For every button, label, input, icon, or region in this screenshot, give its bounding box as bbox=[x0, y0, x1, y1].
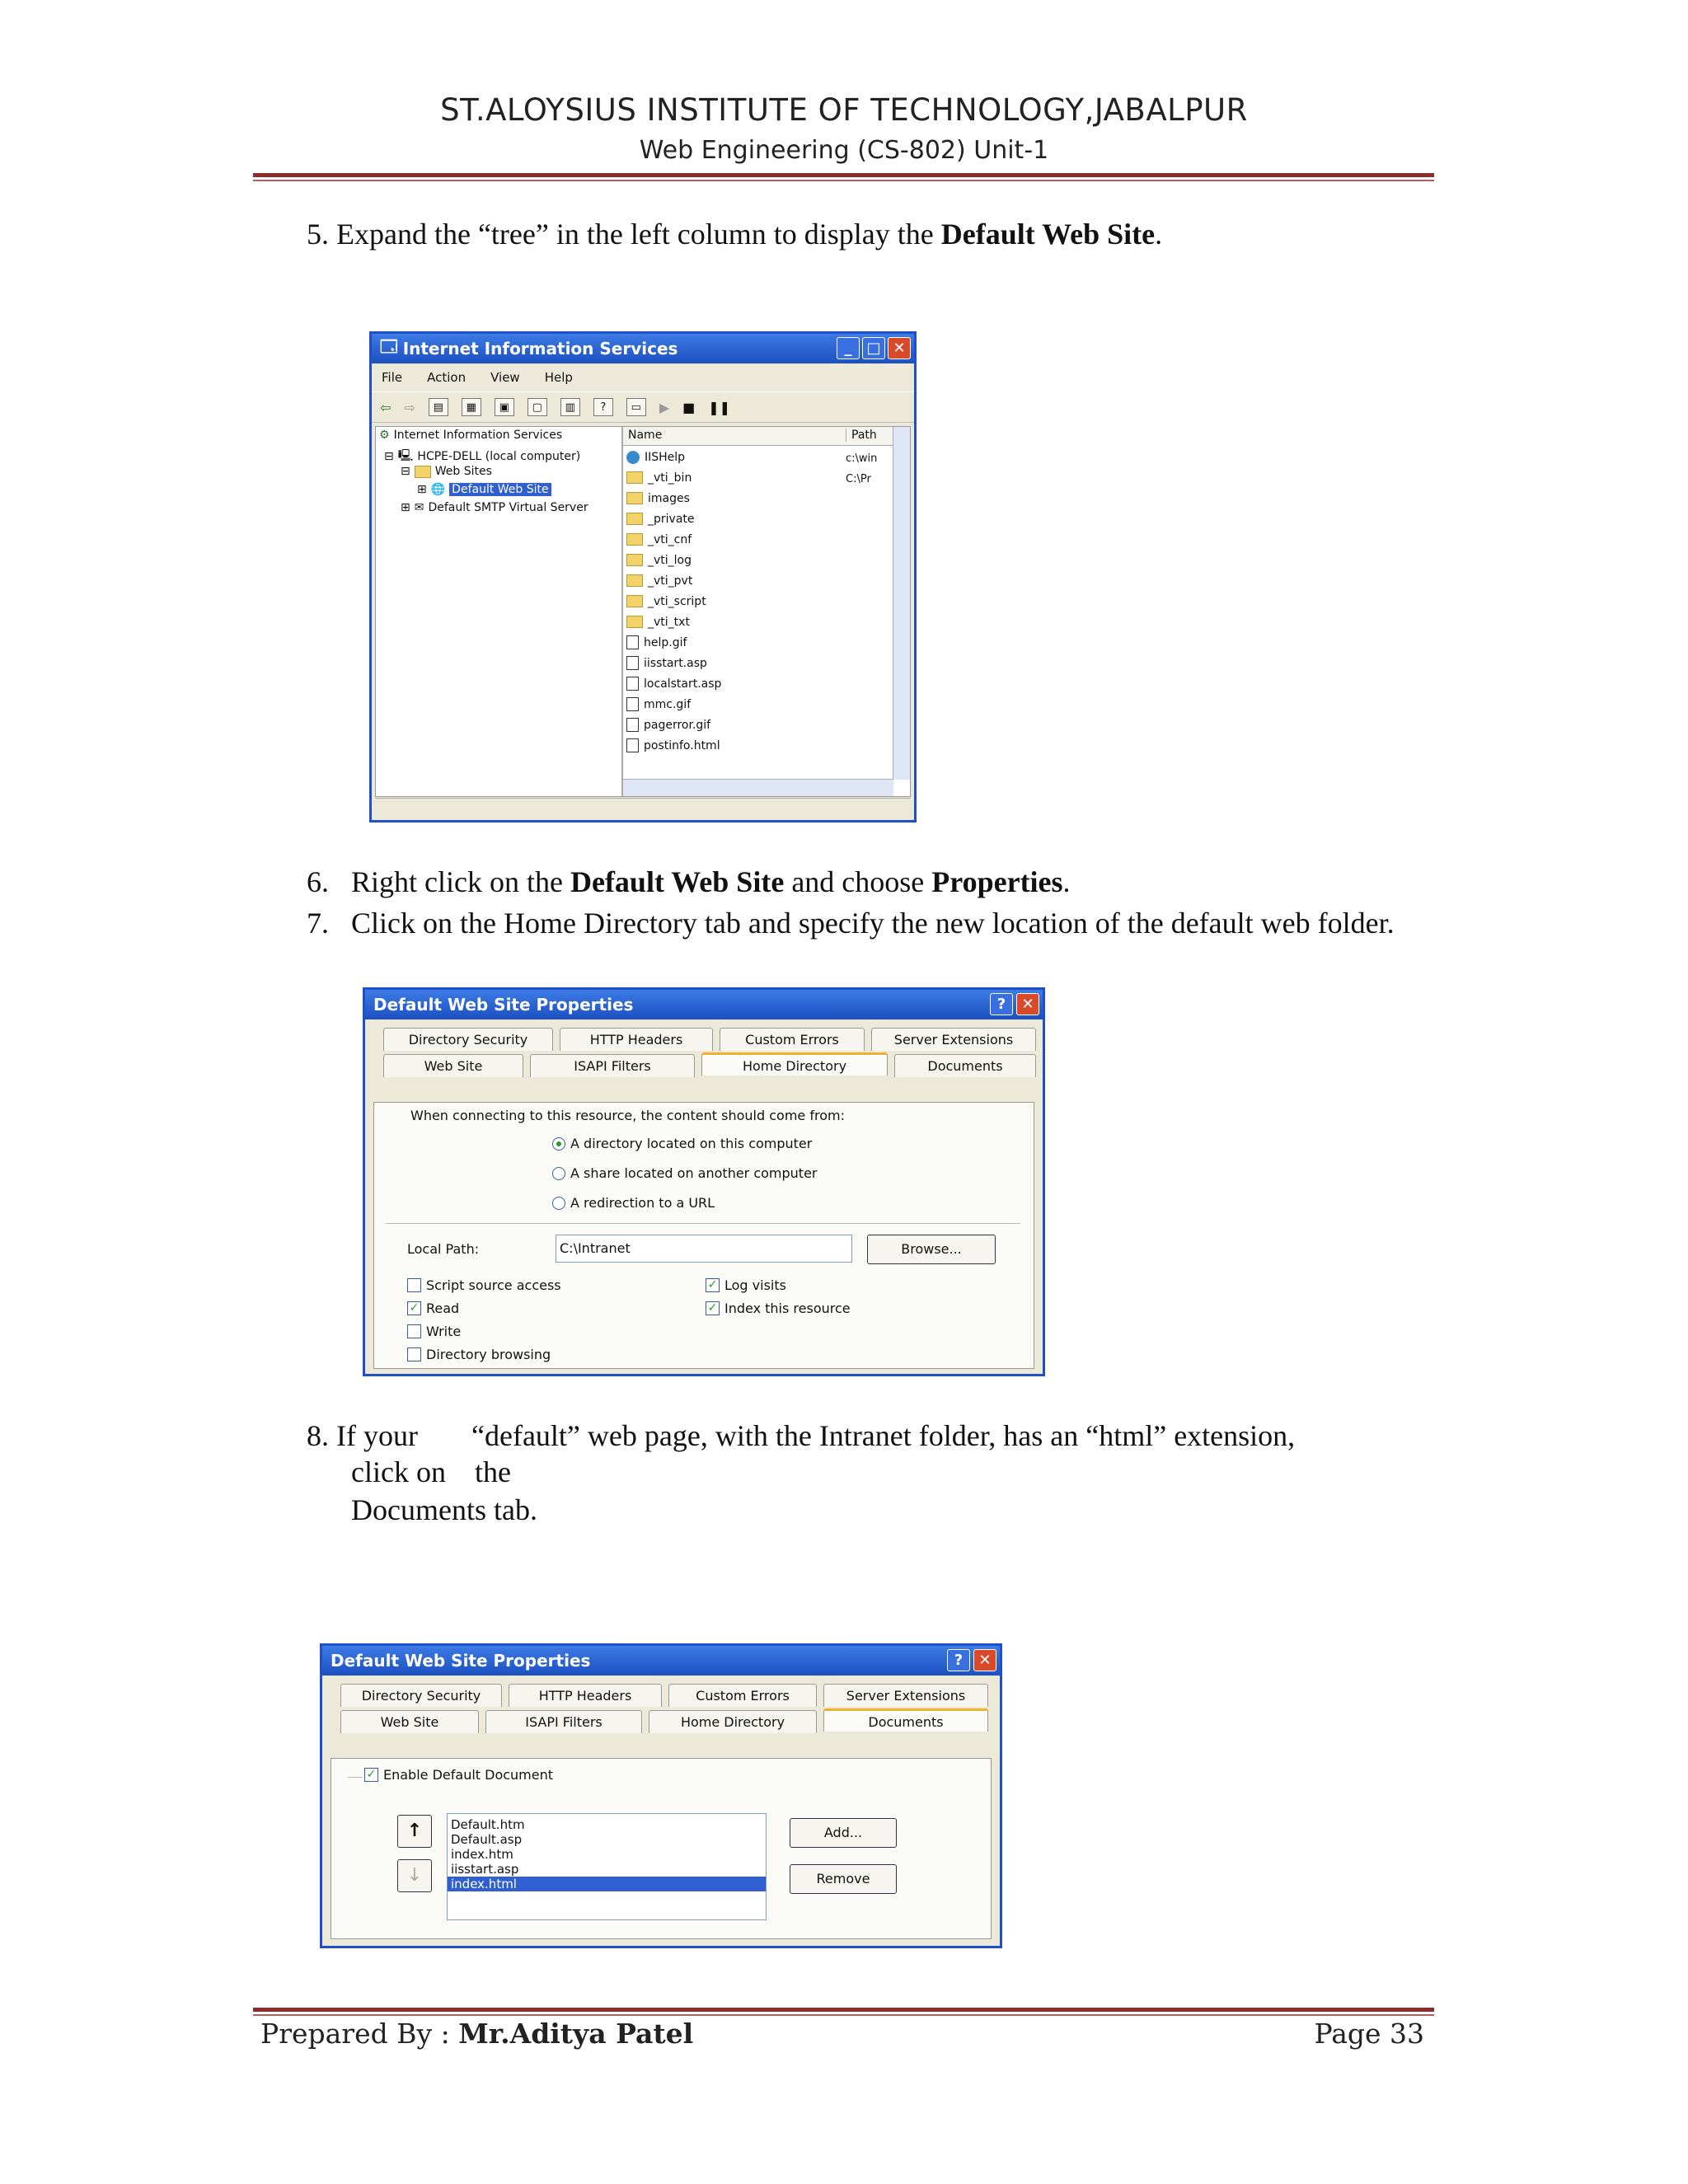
status-bar bbox=[375, 798, 911, 818]
list-item[interactable]: _vti_bin bbox=[623, 467, 837, 488]
list-item[interactable]: _vti_cnf bbox=[623, 529, 837, 550]
website-icon: 🌐 bbox=[430, 483, 446, 496]
local-path-input[interactable]: C:\Intranet bbox=[556, 1235, 852, 1263]
subject-subtitle: Web Engineering (CS-802) Unit-1 bbox=[639, 136, 1049, 165]
play-icon[interactable]: ▶ bbox=[659, 399, 670, 415]
smtp-icon: ✉ bbox=[414, 501, 424, 514]
help-icon[interactable]: ? bbox=[990, 993, 1013, 1015]
check-read[interactable]: ✓ Read bbox=[407, 1301, 459, 1316]
folder-icon bbox=[626, 471, 643, 484]
check-index-resource[interactable]: ✓ Index this resource bbox=[706, 1301, 851, 1316]
radio-selected-icon bbox=[552, 1137, 565, 1151]
list-item[interactable]: Default.asp bbox=[451, 1832, 523, 1847]
file-icon bbox=[626, 697, 639, 711]
tab-home-directory[interactable]: Home Directory bbox=[701, 1052, 888, 1076]
connecting-label: When connecting to this resource, the content should come from: bbox=[410, 1108, 845, 1123]
expand-icon[interactable]: ⊞ bbox=[417, 483, 427, 496]
step-8-line2a: click on bbox=[351, 1455, 446, 1488]
documents-panel bbox=[331, 1758, 992, 1939]
step-6-bold-site: Default Web Site bbox=[570, 865, 785, 898]
iis-titlebar bbox=[372, 334, 914, 363]
file-icon bbox=[626, 718, 639, 732]
expand-icon[interactable]: ⊞ bbox=[401, 501, 410, 514]
properties-icon[interactable]: ▣ bbox=[495, 398, 514, 416]
radio-redirect-url[interactable]: A redirection to a URL bbox=[552, 1195, 715, 1211]
iis-toolbar bbox=[372, 391, 914, 423]
vertical-scrollbar[interactable] bbox=[893, 427, 910, 780]
iis-window bbox=[369, 331, 917, 823]
step-8-line2b: the bbox=[475, 1455, 511, 1488]
institute-title: ST.ALOYSIUS INSTITUTE OF TECHNOLOGY,JABALPUR bbox=[440, 92, 1248, 128]
tab-custom-errors[interactable]: Custom Errors bbox=[720, 1028, 865, 1051]
divider bbox=[386, 1223, 1020, 1224]
list-item[interactable]: _vti_txt bbox=[623, 612, 837, 632]
folder-icon bbox=[626, 616, 643, 628]
iis-menubar bbox=[372, 363, 914, 391]
checkbox-icon bbox=[407, 1324, 421, 1338]
checkmark-icon: ✓ bbox=[364, 1768, 378, 1782]
iis-tree bbox=[376, 427, 623, 796]
close-icon[interactable]: ✕ bbox=[888, 337, 911, 359]
tab-web-site[interactable]: Web Site bbox=[340, 1710, 479, 1733]
list-item[interactable]: pagerror.gif bbox=[623, 715, 837, 735]
list-item[interactable]: index.htm bbox=[451, 1847, 513, 1862]
home-directory-panel bbox=[373, 1102, 1034, 1369]
help-icon[interactable]: ? bbox=[947, 1649, 970, 1671]
move-down-button[interactable] bbox=[397, 1859, 432, 1892]
remove-button[interactable]: Remove bbox=[790, 1864, 897, 1894]
add-button[interactable]: Add... bbox=[790, 1818, 897, 1848]
properties-dialog-documents bbox=[320, 1643, 1002, 1948]
file-icon bbox=[626, 656, 639, 670]
tab-server-extensions[interactable]: Server Extensions bbox=[871, 1028, 1036, 1051]
tab-web-site[interactable]: Web Site bbox=[383, 1054, 523, 1077]
horizontal-scrollbar[interactable] bbox=[623, 779, 893, 796]
export-icon[interactable]: ▥ bbox=[560, 398, 580, 416]
file-icon bbox=[626, 677, 639, 691]
folder-icon bbox=[626, 595, 643, 607]
folder-icon bbox=[626, 492, 643, 504]
tab-http-headers[interactable]: HTTP Headers bbox=[560, 1028, 713, 1051]
list-item-selected[interactable]: index.html bbox=[448, 1877, 766, 1891]
computer-icon: 🖳 bbox=[397, 449, 414, 462]
list-item[interactable]: images bbox=[623, 488, 837, 509]
prepared-label: Prepared By : bbox=[260, 2018, 459, 2050]
checkbox-icon bbox=[407, 1278, 421, 1292]
step-5-text: 5. Expand the “tree” in the left column to display the bbox=[307, 218, 941, 251]
list-item[interactable]: Default.htm bbox=[451, 1817, 525, 1832]
menu-help[interactable]: Help bbox=[544, 370, 573, 385]
maximize-icon[interactable]: □ bbox=[862, 337, 885, 359]
iis-title: Internet Information Services bbox=[402, 339, 678, 359]
tree-smtp[interactable]: ⊞ ✉ Default SMTP Virtual Server bbox=[401, 501, 588, 514]
back-arrow-icon[interactable]: ⇦ bbox=[380, 399, 392, 415]
tree-root[interactable]: ⚙ Internet Information Services bbox=[379, 429, 563, 442]
check-log-visits[interactable]: ✓ Log visits bbox=[706, 1277, 786, 1293]
step-7-number: 7. bbox=[307, 907, 329, 940]
step-8-line1b: “default” web page, with the Intranet folder, has an “html” extension, bbox=[471, 1419, 1296, 1452]
help-icon[interactable]: ? bbox=[593, 398, 613, 416]
minimize-icon[interactable]: _ bbox=[837, 337, 860, 359]
tree-default-web-site[interactable]: ⊞ 🌐 Default Web Site bbox=[417, 483, 551, 496]
tree-computer[interactable]: ⊟ 🖳 HCPE-DELL (local computer) bbox=[384, 447, 580, 466]
step-6-number: 6. bbox=[307, 865, 329, 898]
local-path-label: Local Path: bbox=[407, 1241, 480, 1257]
up-folder-icon[interactable]: ▤ bbox=[429, 398, 448, 416]
list-item[interactable]: _vti_script bbox=[623, 591, 837, 612]
checkmark-icon: ✓ bbox=[407, 1301, 421, 1315]
step-7-text: Click on the Home Directory tab and specify the new location of the default web folder. bbox=[351, 907, 1395, 940]
dialog-titlebar bbox=[322, 1646, 1000, 1675]
path-column: c:\win C:\Pr bbox=[846, 452, 878, 485]
step-5-bold: Default Web Site bbox=[940, 218, 1156, 251]
menu-file[interactable]: File bbox=[382, 370, 403, 385]
step-6-bold-properties: Properties bbox=[931, 865, 1063, 898]
step-8-line3: Documents tab. bbox=[351, 1493, 537, 1526]
step-8-line1a: 8. If your bbox=[307, 1419, 418, 1452]
stop-icon[interactable]: ■ bbox=[682, 399, 696, 415]
default-documents-list[interactable] bbox=[447, 1813, 767, 1920]
pause-icon[interactable]: ❚❚ bbox=[708, 399, 731, 415]
list-item[interactable]: iisstart.asp bbox=[623, 653, 837, 673]
file-icon bbox=[626, 738, 639, 752]
arrow-up-icon: ↑ bbox=[406, 1821, 423, 1841]
arrow-down-icon: ↓ bbox=[406, 1865, 423, 1886]
header-rule-thin bbox=[253, 180, 1434, 181]
move-up-button[interactable] bbox=[397, 1815, 432, 1848]
list-item[interactable]: mmc.gif bbox=[623, 694, 837, 715]
checkbox-icon bbox=[407, 1347, 421, 1361]
col-path[interactable]: Path bbox=[846, 429, 877, 442]
tab-home-directory[interactable]: Home Directory bbox=[649, 1710, 817, 1733]
radio-network-share[interactable]: A share located on another computer bbox=[552, 1165, 818, 1181]
list-item[interactable]: postinfo.html bbox=[623, 735, 837, 756]
checkmark-icon: ✓ bbox=[706, 1278, 720, 1292]
file-icon bbox=[626, 635, 639, 649]
menu-view[interactable]: View bbox=[490, 370, 520, 385]
refresh-icon[interactable]: ▢ bbox=[528, 398, 547, 416]
dialog-title: Default Web Site Properties bbox=[331, 1651, 591, 1671]
folder-icon bbox=[626, 554, 643, 566]
list-item[interactable]: IISHelp bbox=[623, 447, 837, 467]
step-5-end: . bbox=[1155, 218, 1163, 251]
tab-server-extensions[interactable]: Server Extensions bbox=[823, 1684, 988, 1707]
checkmark-icon: ✓ bbox=[706, 1301, 720, 1315]
tab-custom-errors[interactable]: Custom Errors bbox=[668, 1684, 817, 1707]
radio-local-directory[interactable]: A directory located on this computer bbox=[552, 1136, 812, 1151]
tab-isapi-filters[interactable]: ISAPI Filters bbox=[485, 1710, 642, 1733]
step-6-body: Right click on the Default Web Site and choose Properties. bbox=[351, 865, 1071, 898]
check-write[interactable]: Write bbox=[407, 1324, 461, 1339]
footer-rule bbox=[253, 2008, 1434, 2012]
tab-documents[interactable]: Documents bbox=[894, 1054, 1036, 1077]
list-header bbox=[623, 427, 910, 446]
tab-documents[interactable]: Documents bbox=[823, 1708, 988, 1732]
iis-root-icon: ⚙ bbox=[379, 429, 390, 442]
tab-http-headers[interactable]: HTTP Headers bbox=[509, 1684, 662, 1707]
list-item[interactable]: _vti_log bbox=[623, 550, 837, 570]
file-list bbox=[623, 447, 837, 756]
step-6 bbox=[307, 864, 329, 900]
list-item[interactable]: help.gif bbox=[623, 632, 837, 653]
tree-websites[interactable]: ⊟ Web Sites bbox=[401, 465, 492, 478]
menu-action[interactable]: Action bbox=[427, 370, 467, 385]
show-tree-icon[interactable]: ▦ bbox=[462, 398, 481, 416]
folder-icon bbox=[626, 533, 643, 546]
forward-arrow-icon[interactable]: ⇨ bbox=[404, 399, 415, 415]
radio-icon bbox=[552, 1167, 565, 1180]
list-item[interactable]: iisstart.asp bbox=[451, 1862, 519, 1877]
iis-content bbox=[375, 426, 911, 797]
footer-prepared-by bbox=[260, 2018, 693, 2050]
iis-app-icon: 🗔 bbox=[380, 336, 398, 356]
tab-directory-security[interactable]: Directory Security bbox=[383, 1028, 553, 1051]
browse-button[interactable]: Browse... bbox=[867, 1235, 996, 1264]
check-script-source[interactable]: Script source access bbox=[407, 1277, 561, 1293]
close-icon[interactable]: ✕ bbox=[973, 1649, 996, 1671]
collapse-icon[interactable]: ⊟ bbox=[384, 450, 394, 463]
tab-isapi-filters[interactable]: ISAPI Filters bbox=[530, 1054, 695, 1077]
properties-dialog-home bbox=[363, 987, 1045, 1376]
dialog-title: Default Web Site Properties bbox=[373, 995, 634, 1015]
collapse-icon[interactable]: ⊟ bbox=[401, 465, 410, 478]
computer-icon[interactable]: ▭ bbox=[626, 398, 646, 416]
folder-icon bbox=[415, 466, 431, 478]
header-rule bbox=[253, 173, 1434, 177]
close-icon[interactable]: ✕ bbox=[1016, 993, 1039, 1015]
list-item[interactable]: _private bbox=[623, 509, 837, 529]
step-5 bbox=[307, 216, 1162, 252]
dialog-titlebar bbox=[365, 990, 1043, 1019]
tab-directory-security[interactable]: Directory Security bbox=[340, 1684, 502, 1707]
check-directory-browsing[interactable]: Directory browsing bbox=[407, 1347, 551, 1362]
folder-icon bbox=[626, 574, 643, 587]
col-name[interactable]: Name bbox=[628, 429, 663, 442]
list-item[interactable]: localstart.asp bbox=[623, 673, 837, 694]
radio-icon bbox=[552, 1197, 565, 1210]
author-name: Mr.Aditya Patel bbox=[458, 2018, 694, 2050]
globe-icon bbox=[626, 451, 640, 464]
footer-rule-thin bbox=[253, 2014, 1434, 2016]
group-border bbox=[348, 1777, 363, 1778]
check-enable-default-document[interactable]: ✓ Enable Default Document bbox=[364, 1767, 553, 1783]
page-number: Page 33 bbox=[1314, 2018, 1424, 2050]
folder-icon bbox=[626, 513, 643, 525]
list-item[interactable]: _vti_pvt bbox=[623, 570, 837, 591]
